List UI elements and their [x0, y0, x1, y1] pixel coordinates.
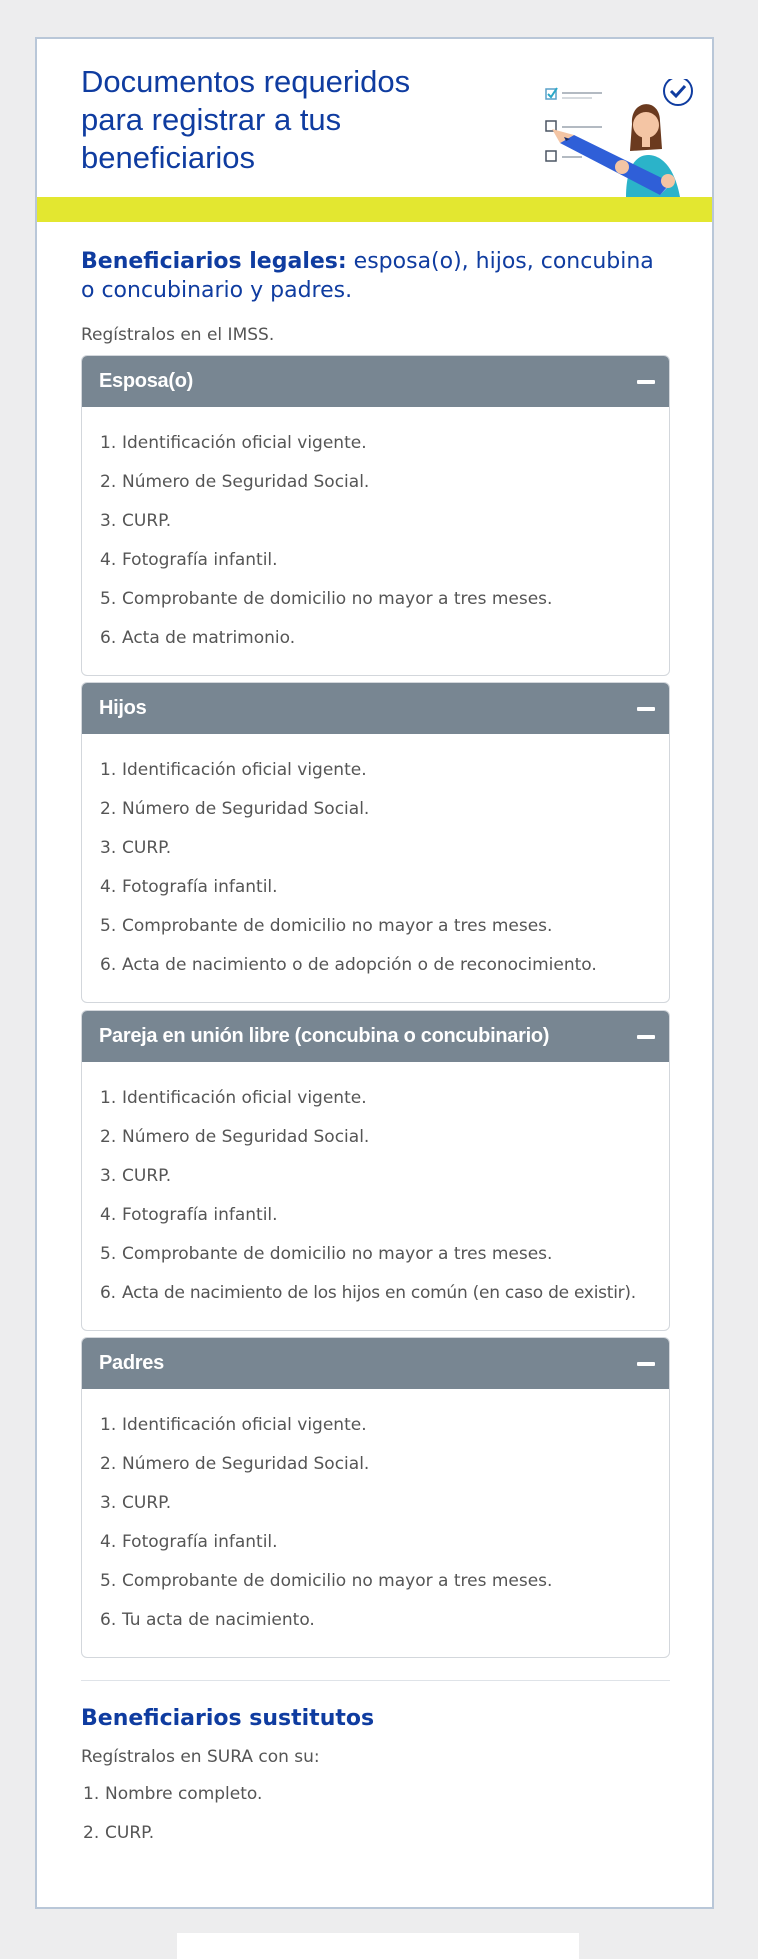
list-item: 2. CURP. [83, 1823, 155, 1843]
accordion-title: Pareja en unión libre (concubina o concubinario) [99, 1025, 550, 1047]
accent-bar [37, 197, 712, 222]
accordion-title: Esposa(o) [99, 370, 193, 392]
list-item: 6. Acta de nacimiento o de adopción o de reconocimiento. [100, 955, 597, 975]
substitute-beneficiaries-section [81, 1704, 670, 1853]
documents-list [82, 1062, 669, 1313]
list-item: 3. CURP. [100, 1493, 172, 1513]
list-item: 3. CURP. [100, 1166, 172, 1186]
legal-beneficiaries-section [81, 247, 670, 347]
substitutes-lead-text: Regístralos en SURA con su: [81, 1747, 320, 1767]
substitutes-list [81, 1775, 670, 1853]
accordion-children [81, 682, 670, 1003]
documents-list [82, 407, 669, 658]
minus-icon[interactable] [637, 1035, 655, 1039]
accordion-header-children[interactable] [82, 683, 669, 734]
list-item: 4. Fotografía infantil. [100, 1205, 278, 1225]
list-item: 1. Identificación oficial vigente. [100, 1415, 367, 1435]
list-item: 2. Número de Seguridad Social. [100, 1454, 370, 1474]
list-item: 5. Comprobante de domicilio no mayor a tres meses. [100, 916, 553, 936]
legal-title-bold: Beneficiarios legales: [81, 249, 347, 274]
list-item: 3. CURP. [100, 511, 172, 531]
accordion-header-parents[interactable] [82, 1338, 669, 1389]
minus-icon[interactable] [637, 380, 655, 384]
accordion-title: Hijos [99, 697, 147, 719]
list-item: 4. Fotografía infantil. [100, 550, 278, 570]
accordion-header-common-law-partner[interactable] [82, 1011, 669, 1062]
page-title: Documentos requeridos para registrar a tus beneficiarios [81, 64, 411, 175]
list-item: 5. Comprobante de domicilio no mayor a tres meses. [100, 1571, 553, 1591]
list-item: 6. Acta de matrimonio. [100, 628, 296, 648]
accordion-common-law-partner [81, 1010, 670, 1331]
accordion-spouse [81, 355, 670, 676]
list-item: 1. Identificación oficial vigente. [100, 1088, 367, 1108]
list-item: 5. Comprobante de domicilio no mayor a tres meses. [100, 589, 553, 609]
list-item: 1. Identificación oficial vigente. [100, 760, 367, 780]
list-item: 1. Identificación oficial vigente. [100, 433, 367, 453]
legal-title-rest: esposa(o), hijos, concubina o concubinario y padres. [81, 249, 654, 303]
list-item: 2. Número de Seguridad Social. [100, 472, 370, 492]
documents-list [82, 1389, 669, 1640]
minus-icon[interactable] [637, 707, 655, 711]
documents-list [82, 734, 669, 985]
list-item: 2. Número de Seguridad Social. [100, 799, 370, 819]
accordion-header-spouse[interactable] [82, 356, 669, 407]
woman-with-pencil-checklist-illustration [542, 79, 722, 199]
minus-icon[interactable] [637, 1362, 655, 1366]
section-divider [81, 1680, 670, 1681]
accordion-parents [81, 1337, 670, 1658]
footer-placeholder [177, 1933, 579, 1959]
list-item: 4. Fotografía infantil. [100, 1532, 278, 1552]
list-item: 3. CURP. [100, 838, 172, 858]
list-item: 2. Número de Seguridad Social. [100, 1127, 370, 1147]
substitutes-title: Beneficiarios sustitutos [81, 1706, 375, 1731]
legal-lead-text: Regístralos en el IMSS. [81, 325, 275, 345]
list-item: 4. Fotografía infantil. [100, 877, 278, 897]
list-item: 6. Tu acta de nacimiento. [100, 1610, 315, 1630]
list-item: 6. Acta de nacimiento de los hijos en común (en caso de existir). [100, 1283, 636, 1303]
beneficiaries-card [35, 37, 714, 1909]
list-item: 5. Comprobante de domicilio no mayor a tres meses. [100, 1244, 553, 1264]
list-item: 1. Nombre completo. [83, 1784, 263, 1804]
legal-beneficiaries-title [81, 247, 670, 305]
accordion-title: Padres [99, 1352, 164, 1374]
card-header [37, 39, 712, 199]
